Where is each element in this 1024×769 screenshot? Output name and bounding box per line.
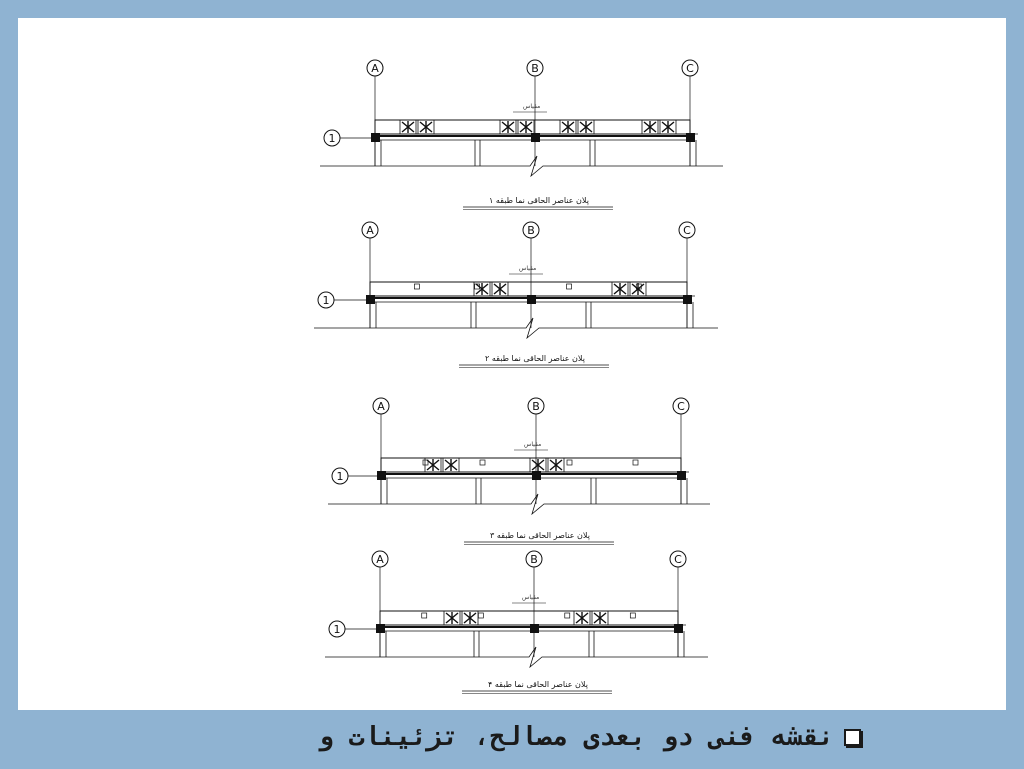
window-mark [414, 284, 419, 289]
column-marker [371, 133, 380, 142]
window-mark [565, 613, 570, 618]
footer-bar [18, 708, 1006, 769]
window-mark [630, 613, 635, 618]
axis-bubble-b-label: B [530, 553, 538, 566]
column-marker [683, 295, 692, 304]
axis-bubble-a-label: A [371, 62, 379, 75]
dimension-note: مقیاس [519, 265, 537, 272]
floor-plan-2 [314, 222, 718, 368]
footer-text: نقشه فنی دو بعدی مصالح، تزئینات و [317, 722, 834, 752]
facade-plans-drawing [18, 18, 1006, 708]
column-marker [377, 471, 386, 480]
plan-caption: پلان عناصر الحاقی نما طبقه ۲ [485, 354, 585, 363]
column-marker [376, 624, 385, 633]
window-mark [567, 460, 572, 465]
window-mark [480, 460, 485, 465]
column-marker [366, 295, 375, 304]
checkbox-square-icon [844, 729, 861, 746]
window-mark [633, 460, 638, 465]
ground-line [314, 318, 718, 338]
axis-bubble-b-label: B [532, 400, 540, 413]
floor-plan-4 [325, 551, 708, 694]
axis-bubble-c-label: C [674, 553, 682, 566]
slide-canvas [18, 18, 1006, 708]
dimension-note: مقیاس [524, 441, 542, 448]
dimension-note: مقیاس [523, 103, 541, 110]
ground-line [325, 647, 708, 667]
column-marker [527, 295, 536, 304]
dimension-note: مقیاس [522, 594, 540, 601]
floor-plan-3 [328, 398, 710, 545]
axis-bubble-b-label: B [527, 224, 535, 237]
axis-bubble-1-label: 1 [322, 294, 330, 307]
axis-bubble-c-label: C [686, 62, 694, 75]
plan-caption: پلان عناصر الحاقی نما طبقه ۱ [489, 196, 589, 205]
axis-bubble-1-label: 1 [328, 132, 336, 145]
window-mark [478, 613, 483, 618]
axis-bubble-a-label: A [366, 224, 374, 237]
axis-bubble-c-label: C [683, 224, 691, 237]
axis-bubble-a-label: A [377, 400, 385, 413]
footer-heading [317, 722, 861, 752]
column-marker [674, 624, 683, 633]
ground-line [320, 156, 723, 176]
window-mark [422, 613, 427, 618]
column-marker [530, 624, 539, 633]
ground-line [328, 494, 710, 514]
plan-caption: پلان عناصر الحاقی نما طبقه ۴ [488, 680, 588, 689]
axis-bubble-1-label: 1 [336, 470, 344, 483]
facade-band [375, 120, 690, 134]
column-marker [686, 133, 695, 142]
axis-bubble-b-label: B [531, 62, 539, 75]
axis-bubble-a-label: A [376, 553, 384, 566]
plan-caption: پلان عناصر الحاقی نما طبقه ۳ [490, 531, 590, 540]
axis-bubble-c-label: C [677, 400, 685, 413]
window-mark [567, 284, 572, 289]
column-marker [677, 471, 686, 480]
axis-bubble-1-label: 1 [333, 623, 341, 636]
floor-plan-1 [320, 60, 723, 210]
